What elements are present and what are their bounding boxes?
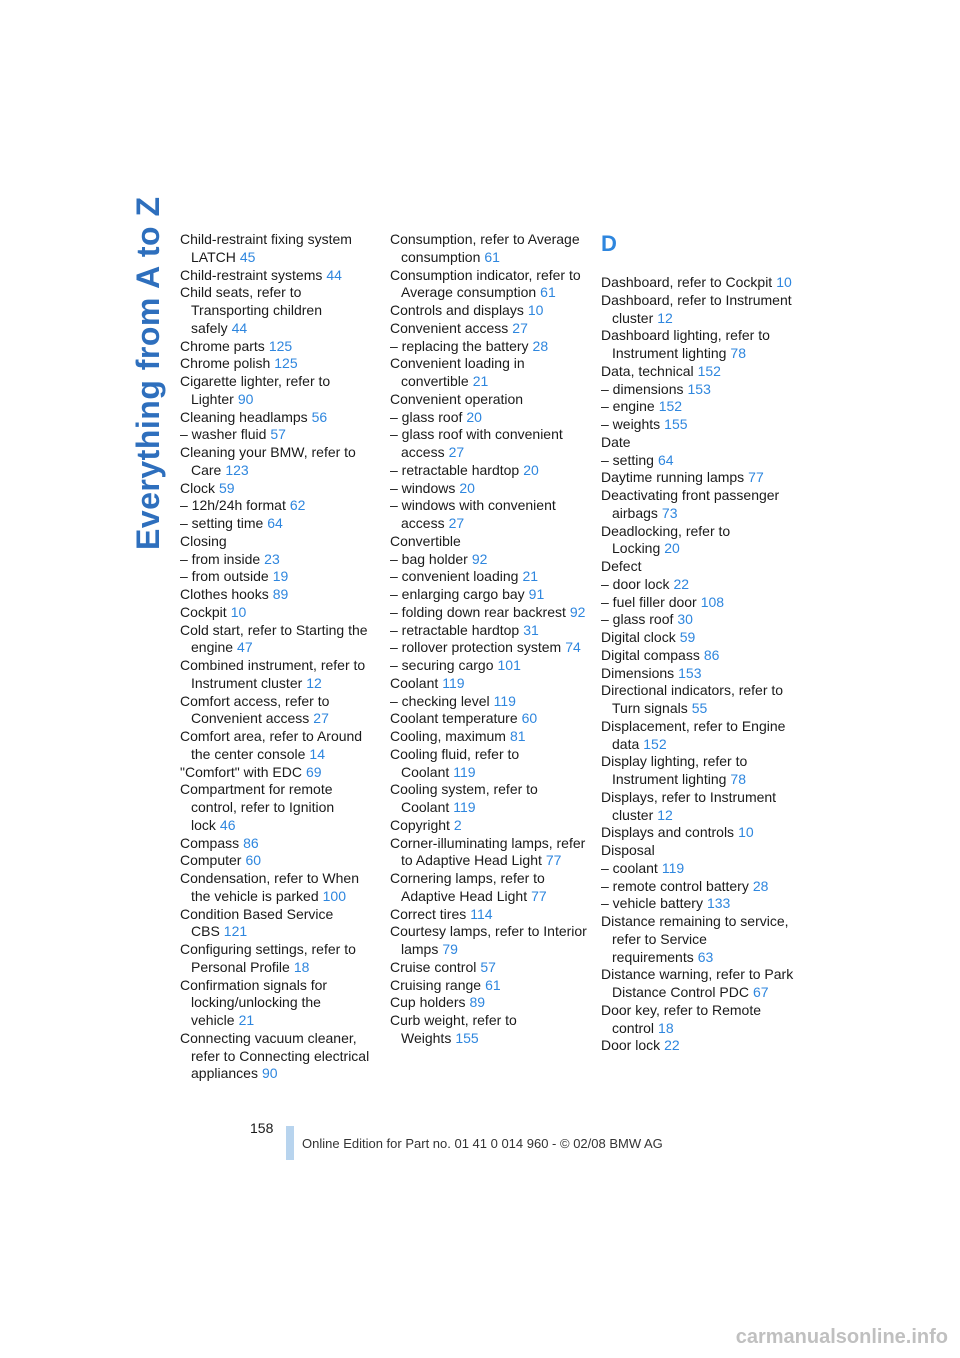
index-entry	[180, 355, 380, 373]
index-entry	[390, 231, 590, 267]
page-reference-link[interactable]: 152	[697, 362, 721, 379]
page-reference-link[interactable]: 10	[776, 274, 792, 290]
index-entry	[180, 338, 380, 356]
page-reference-link[interactable]: 56	[311, 408, 328, 425]
index-entry-text: Closing	[180, 532, 227, 549]
index-entry	[601, 452, 801, 470]
index-entry	[390, 426, 590, 462]
page-reference-link[interactable]: 123	[225, 461, 249, 478]
page-reference-link[interactable]: 27	[448, 444, 465, 460]
index-entry	[601, 558, 801, 576]
index-entry-text: – setting time	[180, 515, 264, 531]
index-entry-text: Consumption indicator, refer to Average consumption	[390, 266, 581, 301]
index-entry	[601, 647, 801, 665]
index-entry	[601, 434, 801, 452]
index-entry	[180, 835, 380, 853]
page-reference-link[interactable]: 73	[661, 504, 678, 521]
index-entry	[390, 267, 590, 303]
page-reference-link[interactable]: 153	[678, 664, 702, 681]
index-entry	[180, 693, 380, 729]
index-entry	[390, 586, 590, 604]
index-entry-text: – vehicle battery	[601, 895, 703, 912]
page-reference-link[interactable]: 155	[455, 1029, 479, 1046]
index-entry	[180, 622, 380, 658]
index-entry	[180, 941, 380, 977]
page-reference-link[interactable]: 90	[237, 390, 254, 407]
index-entry-text: Cleaning headlamps	[180, 408, 308, 425]
index-entry	[390, 497, 590, 533]
index-entry	[390, 391, 590, 409]
index-entry-text: – enlarging cargo bay	[390, 586, 525, 602]
page-reference-link[interactable]: 119	[661, 859, 685, 876]
page-reference-link[interactable]: 152	[658, 398, 683, 415]
index-entry-text: Clock	[180, 479, 216, 496]
index-entry	[601, 292, 801, 328]
index-entry-text: Display lighting, refer to Instrument lighting	[601, 753, 748, 787]
index-entry-text: – retractable hardtop	[390, 461, 520, 478]
index-entry	[390, 728, 590, 746]
index-entry	[390, 639, 590, 657]
page-reference-link[interactable]: 2	[453, 816, 462, 833]
page-reference-link[interactable]: 125	[274, 355, 298, 372]
index-entry-text: Disposal	[601, 842, 655, 858]
page-reference-link[interactable]: 62	[289, 497, 306, 514]
page-reference-link[interactable]: 152	[643, 735, 667, 752]
page-reference-link[interactable]: 81	[509, 728, 526, 744]
index-entry	[390, 923, 590, 959]
index-entry	[390, 994, 590, 1012]
index-entry-text: – glass roof	[390, 408, 463, 425]
page-reference-link[interactable]: 89	[272, 586, 289, 602]
page-reference-link[interactable]: 19	[272, 568, 289, 585]
footer-accent-bar	[286, 1126, 294, 1160]
page-reference-link[interactable]: 30	[677, 611, 693, 628]
page-reference-link[interactable]: 10	[738, 824, 754, 841]
index-entry	[601, 966, 801, 1002]
page-reference-link[interactable]: 28	[752, 877, 769, 894]
index-entry-text: Dashboard, refer to Instrument cluster	[601, 291, 792, 326]
index-entry	[180, 586, 380, 604]
index-entry	[601, 665, 801, 683]
index-entry	[601, 416, 801, 434]
index-entry	[390, 533, 590, 551]
page-reference-link[interactable]: 100	[322, 887, 346, 904]
page-reference-link[interactable]: 10	[527, 302, 544, 318]
page-reference-link[interactable]: 114	[470, 905, 493, 922]
page-reference-link[interactable]: 22	[664, 1037, 680, 1054]
index-column-2	[390, 231, 590, 1048]
index-entry	[601, 878, 801, 896]
page-reference-link[interactable]: 18	[658, 1019, 674, 1036]
index-entry	[601, 594, 801, 612]
index-entry-text: Courtesy lamps, refer to Interior lamps	[390, 923, 587, 957]
page-reference-link[interactable]: 60	[245, 852, 262, 869]
index-entry	[601, 274, 801, 292]
side-section-title: Everything from A to Z	[130, 196, 166, 550]
page-reference-link[interactable]: 61	[485, 976, 501, 993]
index-entry	[390, 409, 590, 427]
index-entry-text: Condition Based Service CBS	[180, 905, 334, 940]
watermark: carmanualsonline.info	[735, 1326, 948, 1348]
index-entry-text: Convenient loading in convertible	[390, 355, 525, 389]
page-reference-link[interactable]: 77	[748, 469, 764, 486]
index-entry-text: Cruising range	[390, 976, 482, 993]
index-entry-text: Child seats, refer to Transporting children safely	[180, 284, 322, 336]
index-entry	[390, 977, 590, 995]
page-reference-link[interactable]: 14	[309, 745, 325, 762]
page-reference-link[interactable]: 27	[448, 515, 465, 531]
page-reference-link[interactable]: 61	[540, 284, 556, 301]
index-entry	[180, 781, 380, 834]
index-entry	[180, 267, 380, 285]
index-entry	[601, 718, 801, 754]
index-entry	[601, 860, 801, 878]
index-entry-text: Comfort access, refer to Convenient access	[180, 692, 330, 727]
index-entry	[601, 576, 801, 594]
index-entry	[601, 487, 801, 523]
index-entry-text: Digital clock	[601, 629, 676, 645]
index-entry-text: – fuel filler door	[601, 593, 697, 610]
index-entry-text: Consumption, refer to Average consumption	[390, 231, 580, 265]
page-reference-link[interactable]: 31	[523, 621, 539, 638]
page-reference-link[interactable]: 57	[270, 426, 286, 443]
index-entry-text: Cruise control	[390, 958, 477, 975]
index-entry	[180, 480, 380, 498]
index-entry-text: – bag holder	[390, 550, 468, 567]
index-entry	[180, 533, 380, 551]
page-reference-link[interactable]: 20	[664, 540, 680, 557]
index-entry-text: Data, technical	[601, 362, 694, 379]
index-entry-text: Chrome parts	[180, 337, 265, 354]
section-letter: D	[601, 231, 617, 256]
index-entry	[180, 852, 380, 870]
index-entry	[601, 327, 801, 363]
page-reference-link[interactable]: 21	[472, 373, 489, 389]
index-entry-text: Comfort area, refer to Around the center console	[180, 728, 363, 762]
index-entry	[180, 231, 380, 267]
index-entry-text: Displays, refer to Instrument cluster	[601, 788, 777, 823]
page-reference-link[interactable]: 77	[545, 852, 562, 869]
page-reference-link[interactable]: 21	[522, 568, 539, 585]
index-entry-text: Dashboard, refer to Cockpit	[601, 274, 773, 290]
index-column-1	[180, 231, 380, 1083]
index-entry	[390, 462, 590, 480]
index-entry	[180, 284, 380, 337]
index-entry	[601, 611, 801, 629]
page-reference-link[interactable]: 63	[697, 948, 714, 965]
index-entry	[390, 817, 590, 835]
index-entry-text: Cold start, refer to Starting the engine	[180, 621, 368, 656]
page-reference-link[interactable]: 21	[238, 1012, 255, 1028]
page-reference-link[interactable]: 125	[268, 337, 293, 354]
index-entry	[390, 781, 590, 817]
page-reference-link[interactable]: 10	[230, 603, 247, 620]
index-entry	[390, 693, 590, 711]
page-reference-link[interactable]: 101	[497, 657, 521, 673]
page-reference-link[interactable]: 153	[687, 380, 711, 397]
index-entry	[390, 338, 590, 356]
index-entry-text: – windows	[390, 479, 456, 496]
index-entry	[601, 824, 801, 842]
index-entry	[390, 870, 590, 906]
index-entry-text: Cigarette lighter, refer to Lighter	[180, 373, 331, 407]
index-entry-text: – door lock	[601, 575, 670, 592]
index-entry-text: – engine	[601, 398, 655, 415]
index-entry-text: Convenient operation	[390, 390, 524, 407]
index-entry	[390, 835, 590, 871]
index-entry-text: Connecting vacuum cleaner, refer to Connecting electrical appliances	[180, 1029, 370, 1082]
index-entry-text: Cooling, maximum	[390, 728, 506, 744]
index-entry-text: Deadlocking, refer to Locking	[601, 522, 731, 557]
index-entry-text: Dimensions	[601, 664, 675, 681]
index-entry-text: Corner-illuminating lamps, refer to Adaptive Head Light	[390, 834, 586, 869]
index-entry	[601, 895, 801, 913]
index-entry	[180, 515, 380, 533]
index-entry	[601, 523, 801, 559]
index-entry-text: Cockpit	[180, 603, 227, 620]
index-entry-text: Correct tires	[390, 905, 467, 922]
index-entry	[390, 657, 590, 675]
page-reference-link[interactable]: 119	[493, 692, 516, 709]
index-entry-text: Copyright	[390, 816, 450, 833]
index-entry-text: Combined instrument, refer to Instrument cluster	[180, 657, 366, 691]
index-entry-text: "Comfort" with EDC	[180, 763, 302, 780]
page-reference-link[interactable]: 47	[237, 639, 253, 656]
page-reference-link[interactable]: 64	[267, 515, 283, 531]
index-entry-text: Deactivating front passenger airbags	[601, 487, 780, 521]
index-entry	[390, 959, 590, 977]
page-reference-link[interactable]: 55	[691, 700, 708, 716]
index-entry-text: Distance remaining to service, refer to Service requirements	[601, 913, 789, 965]
index-entry-text: – rollover protection system	[390, 639, 562, 656]
page-reference-link[interactable]: 12	[306, 674, 322, 691]
page-reference-link[interactable]: 92	[569, 603, 586, 620]
index-entry	[390, 622, 590, 640]
page-reference-link[interactable]: 46	[219, 816, 236, 833]
index-entry	[180, 1030, 380, 1083]
page-reference-link[interactable]: 89	[469, 994, 486, 1011]
page-reference-link[interactable]: 90	[261, 1065, 278, 1082]
index-entry-text: – washer fluid	[180, 426, 267, 443]
index-entry-text: – weights	[601, 416, 661, 432]
index-entry-text: – convenient loading	[390, 568, 519, 585]
page-reference-link[interactable]: 27	[313, 710, 329, 727]
index-entry	[390, 568, 590, 586]
index-entry	[601, 469, 801, 487]
index-entry-text: Curb weight, refer to Weights	[390, 1012, 517, 1046]
page-reference-link[interactable]: 119	[453, 799, 476, 815]
index-entry-text: Distance warning, refer to Park Distance Control PDC	[601, 966, 794, 1000]
index-entry-text: – dimensions	[601, 380, 684, 397]
index-entry	[390, 906, 590, 924]
index-entry	[390, 480, 590, 498]
index-entry	[180, 497, 380, 515]
index-entry-text: Displacement, refer to Engine data	[601, 717, 786, 752]
index-entry	[180, 409, 380, 427]
page-reference-link[interactable]: 86	[243, 834, 259, 851]
page-reference-link[interactable]: 12	[657, 309, 673, 326]
index-entry	[390, 604, 590, 622]
index-entry-text: Door key, refer to Remote control	[601, 1001, 762, 1036]
page-reference-link[interactable]: 64	[657, 451, 674, 468]
index-entry	[601, 913, 801, 966]
page-reference-link[interactable]: 119	[442, 674, 465, 691]
page-reference-link[interactable]: 78	[730, 345, 746, 361]
index-entry-text: Convenient access	[390, 319, 509, 336]
page-reference-link[interactable]: 18	[293, 958, 310, 975]
page-reference-link[interactable]: 59	[219, 479, 235, 496]
page-reference-link[interactable]: 78	[730, 771, 746, 787]
index-entry	[601, 1037, 801, 1055]
index-entry-text: Condensation, refer to When the vehicle is parked	[180, 870, 359, 904]
index-entry-text: – coolant	[601, 859, 658, 876]
index-entry-text: Coolant	[390, 674, 439, 691]
page-reference-link[interactable]: 69	[305, 763, 322, 780]
page-reference-link[interactable]: 121	[223, 923, 248, 940]
index-entry-text: – securing cargo	[390, 657, 494, 673]
page-number: 158	[250, 1120, 274, 1136]
index-entry-text: Date	[601, 433, 631, 450]
index-entry-text: Directional indicators, refer to Turn signals	[601, 682, 784, 716]
index-entry-text: – glass roof	[601, 611, 674, 628]
index-entry	[601, 842, 801, 860]
index-entry	[180, 568, 380, 586]
index-entry	[390, 551, 590, 569]
page-reference-link[interactable]: 22	[673, 575, 690, 592]
index-entry-text: Compass	[180, 834, 240, 851]
index-entry-text: – from outside	[180, 568, 269, 585]
index-entry	[390, 710, 590, 728]
index-entry	[601, 363, 801, 381]
index-entry-text: – windows with convenient access	[390, 497, 556, 531]
index-entry-text: – checking level	[390, 692, 490, 709]
index-entry-text: – retractable hardtop	[390, 621, 520, 638]
index-entry-text: – replacing the battery	[390, 337, 529, 354]
page-reference-link[interactable]: 61	[484, 248, 500, 265]
page-reference-link[interactable]: 92	[471, 550, 488, 567]
index-entry	[180, 870, 380, 906]
index-entry-text: Defect	[601, 558, 642, 574]
index-entry	[601, 398, 801, 416]
index-entry-text: Child-restraint systems	[180, 266, 323, 283]
index-entry-text: Computer	[180, 852, 242, 869]
index-entry-text: Dashboard lighting, refer to Instrument lighting	[601, 327, 770, 361]
index-entry	[390, 675, 590, 693]
index-entry-text: Door lock	[601, 1037, 661, 1054]
index-entry-text: Cooling system, refer to Coolant	[390, 781, 538, 815]
index-entry-text: Convertible	[390, 532, 461, 549]
index-entry-text: Cooling fluid, refer to Coolant	[390, 745, 520, 780]
index-entry-text: Cleaning your BMW, refer to Care	[180, 444, 356, 478]
page-reference-link[interactable]: 133	[706, 895, 731, 912]
page-reference-link[interactable]: 23	[264, 550, 280, 567]
page-reference-link[interactable]: 67	[752, 984, 769, 1000]
index-entry	[601, 1002, 801, 1038]
index-entry	[180, 977, 380, 1030]
page-reference-link[interactable]: 77	[531, 887, 547, 904]
page-reference-link[interactable]: 20	[459, 479, 475, 496]
index-entry-text: Configuring settings, refer to Personal Profile	[180, 941, 356, 975]
index-entry	[180, 426, 380, 444]
page-reference-link[interactable]: 45	[239, 248, 256, 265]
index-entry-text: – from inside	[180, 550, 261, 567]
page-reference-link[interactable]: 119	[453, 763, 476, 780]
index-entry-text: Coolant temperature	[390, 710, 518, 727]
index-entry-text: – folding down rear backrest	[390, 603, 566, 620]
index-entry	[180, 657, 380, 693]
page-reference-link[interactable]: 27	[512, 319, 528, 336]
index-entry	[390, 320, 590, 338]
page-reference-link[interactable]: 86	[703, 646, 720, 663]
index-entry	[180, 728, 380, 764]
index-entry	[180, 444, 380, 480]
index-entry	[180, 551, 380, 569]
page-reference-link[interactable]: 108	[700, 593, 725, 610]
index-entry	[390, 302, 590, 320]
index-entry-text: Cornering lamps, refer to Adaptive Head Light	[390, 870, 545, 904]
index-entry-text: – setting	[601, 451, 654, 468]
index-entry	[601, 789, 801, 825]
index-entry-text: Confirmation signals for locking/unlocking the vehicle	[180, 976, 328, 1028]
index-entry	[601, 629, 801, 647]
index-entry-text: Clothes hooks	[180, 586, 269, 602]
page-reference-link[interactable]: 91	[528, 586, 545, 602]
page-reference-link[interactable]: 20	[466, 408, 482, 425]
index-entry-text: Chrome polish	[180, 355, 271, 372]
index-entry	[390, 1012, 590, 1048]
page-reference-link[interactable]: 44	[231, 319, 248, 336]
page-reference-link[interactable]: 74	[565, 639, 581, 656]
index-entry	[180, 764, 380, 782]
index-entry	[180, 906, 380, 942]
page-reference-link[interactable]: 79	[442, 941, 458, 957]
page-reference-link[interactable]: 155	[664, 416, 688, 432]
page-reference-link[interactable]: 60	[521, 710, 538, 727]
index-entry-text: Daytime running lamps	[601, 469, 745, 486]
index-entry	[390, 746, 590, 782]
index-entry-text: Displays and controls	[601, 824, 735, 841]
index-entry	[601, 381, 801, 399]
index-entry	[180, 373, 380, 409]
index-column-3	[601, 231, 801, 1055]
index-entry-text: Child-restraint fixing system LATCH	[180, 231, 352, 265]
page-reference-link[interactable]: 44	[326, 266, 342, 283]
page-reference-link[interactable]: 20	[523, 461, 539, 478]
page-reference-link[interactable]: 12	[657, 806, 673, 823]
index-entry-text: Controls and displays	[390, 302, 524, 318]
footer-edition-text: Online Edition for Part no. 01 41 0 014 960 - © 02/08 BMW AG	[302, 1136, 663, 1151]
index-entry-text: Cup holders	[390, 994, 466, 1011]
index-entry-text: – remote control battery	[601, 877, 749, 894]
index-entry-text: – glass roof with convenient access	[390, 426, 563, 460]
page-reference-link[interactable]: 57	[480, 958, 496, 975]
index-entry-text: Compartment for remote control, refer to Ignition lock	[180, 781, 335, 833]
index-entry-text: Digital compass	[601, 646, 700, 663]
index-entry	[180, 604, 380, 622]
index-entry	[390, 355, 590, 391]
page-reference-link[interactable]: 59	[679, 629, 696, 645]
index-entry	[601, 753, 801, 789]
index-entry-text: – 12h/24h format	[180, 497, 286, 514]
index-entry	[601, 682, 801, 718]
page-reference-link[interactable]: 28	[532, 337, 549, 354]
